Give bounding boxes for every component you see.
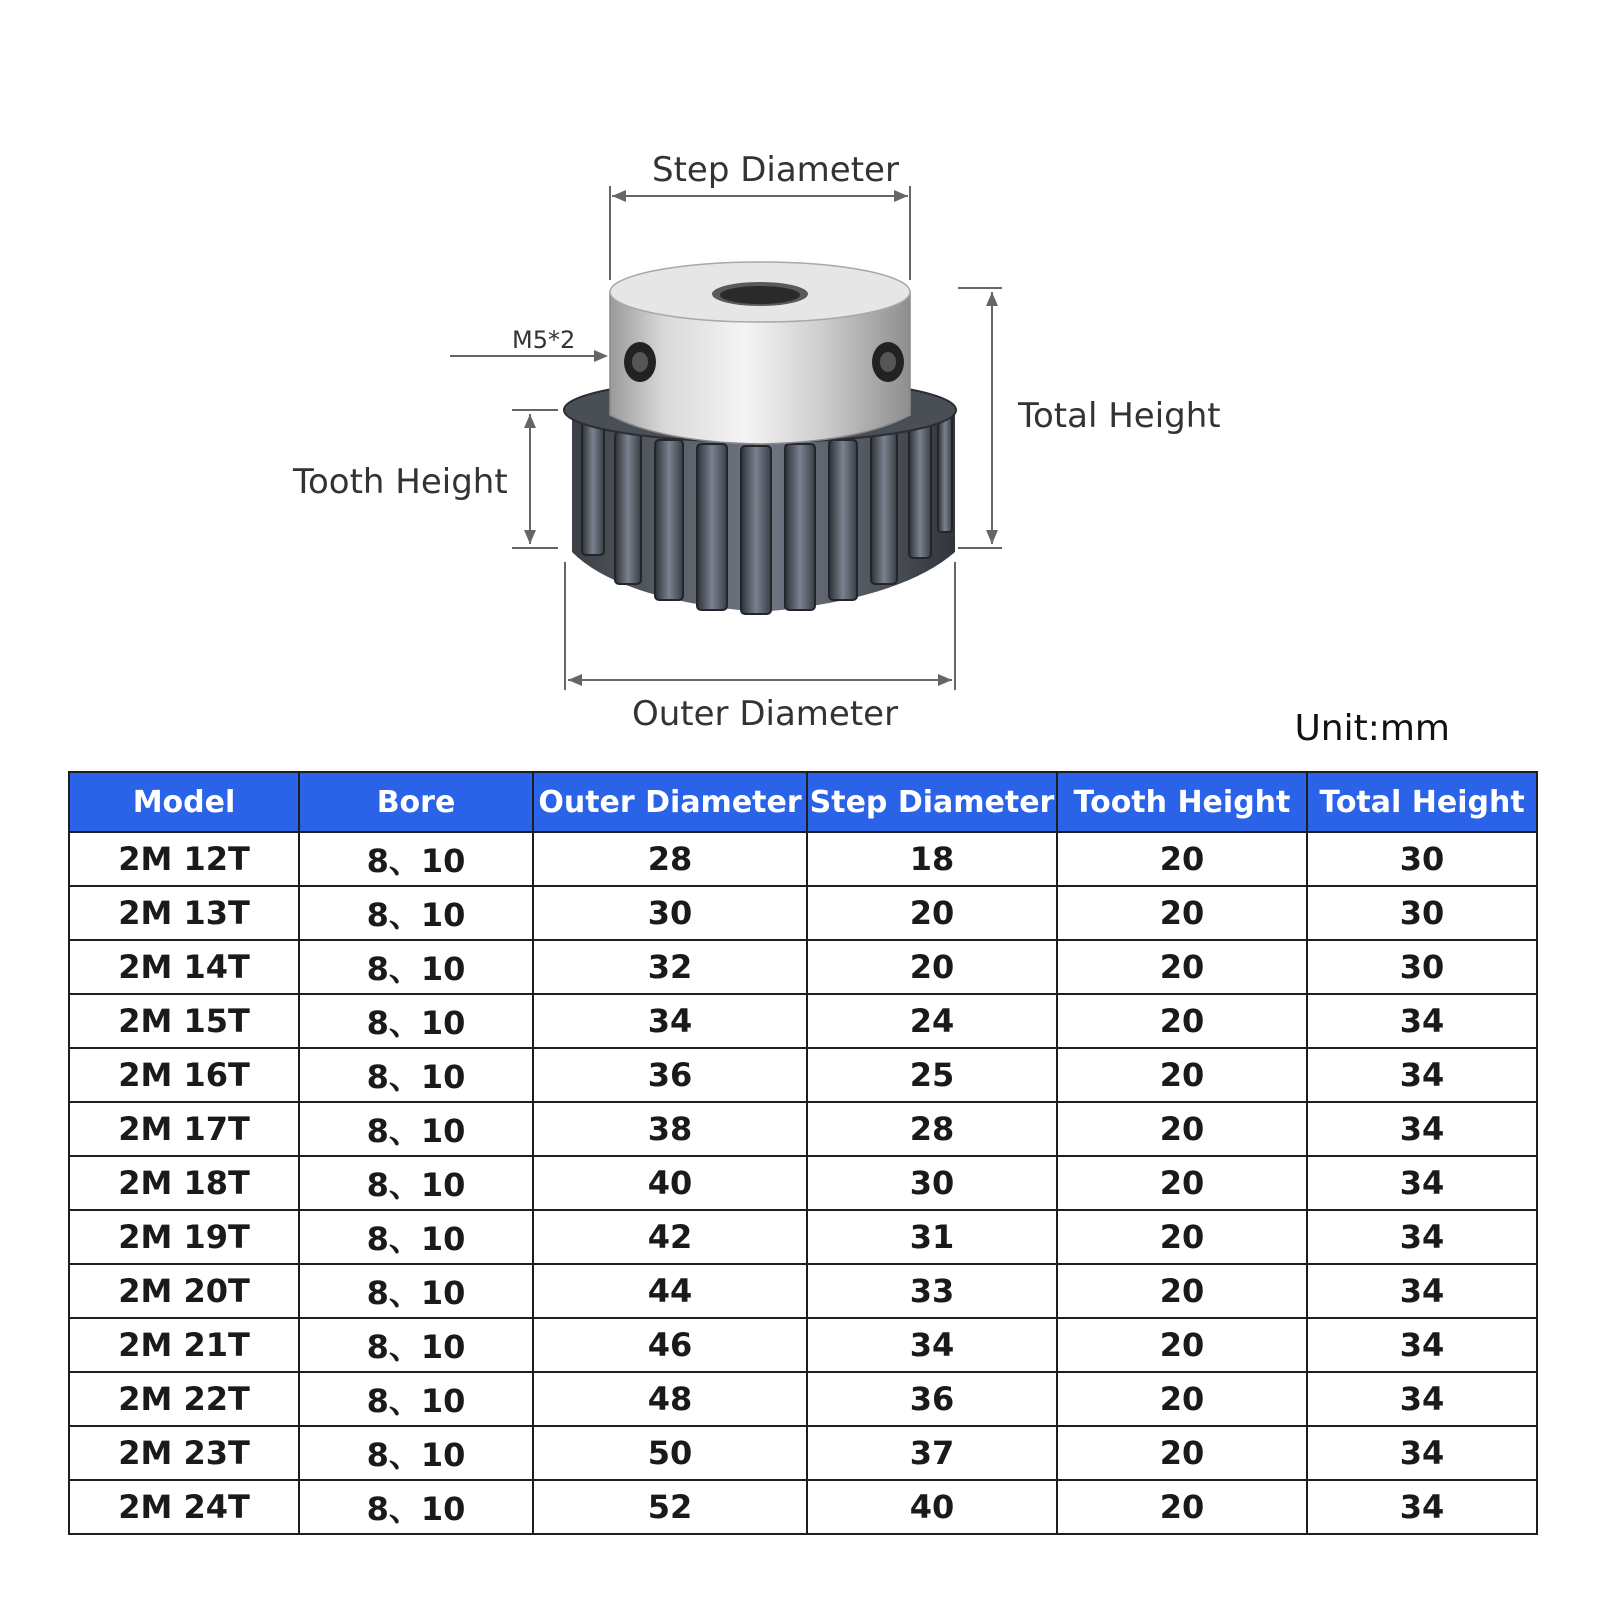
bore-cell: 8、10 xyxy=(299,1480,533,1534)
bore-cell: 8、10 xyxy=(299,1048,533,1102)
table-body xyxy=(69,832,1537,1534)
outer-diameter-cell: 40 xyxy=(533,1156,807,1210)
tooth-height-cell: 20 xyxy=(1057,832,1307,886)
outer-diameter-cell: 30 xyxy=(533,886,807,940)
bore-cell: 8、10 xyxy=(299,1426,533,1480)
table-row xyxy=(69,940,1537,994)
table-row xyxy=(69,1480,1537,1534)
total-height-cell: 30 xyxy=(1307,886,1537,940)
total-height-cell: 34 xyxy=(1307,1210,1537,1264)
step-diameter-cell: 28 xyxy=(807,1102,1057,1156)
bore-cell: 8、10 xyxy=(299,832,533,886)
gear-illustration xyxy=(0,0,1600,760)
total-height-cell: 30 xyxy=(1307,832,1537,886)
step-diameter-cell: 40 xyxy=(807,1480,1057,1534)
tooth-height-cell: 20 xyxy=(1057,1318,1307,1372)
model-cell: 2M 20T xyxy=(69,1264,299,1318)
model-cell: 2M 12T xyxy=(69,832,299,886)
model-cell: 2M 13T xyxy=(69,886,299,940)
step-diameter-cell: 20 xyxy=(807,886,1057,940)
model-cell: 2M 15T xyxy=(69,994,299,1048)
bore-cell: 8、10 xyxy=(299,994,533,1048)
total-height-cell: 34 xyxy=(1307,1318,1537,1372)
model-cell: 2M 17T xyxy=(69,1102,299,1156)
outer-diameter-cell: 32 xyxy=(533,940,807,994)
bore-cell: 8、10 xyxy=(299,1318,533,1372)
table-row xyxy=(69,886,1537,940)
model-cell: 2M 18T xyxy=(69,1156,299,1210)
tooth-height-label: Tooth Height xyxy=(293,462,508,502)
step-diameter-cell: 24 xyxy=(807,994,1057,1048)
spec-table xyxy=(68,771,1538,1535)
table-row xyxy=(69,1102,1537,1156)
tooth-height-cell: 20 xyxy=(1057,1372,1307,1426)
step-diameter-cell: 18 xyxy=(807,832,1057,886)
model-cell: 2M 21T xyxy=(69,1318,299,1372)
tooth-height-cell: 20 xyxy=(1057,1102,1307,1156)
model-cell: 2M 16T xyxy=(69,1048,299,1102)
step-diameter-cell: 33 xyxy=(807,1264,1057,1318)
tooth-height-cell: 20 xyxy=(1057,886,1307,940)
outer-diameter-cell: 52 xyxy=(533,1480,807,1534)
table-row xyxy=(69,1372,1537,1426)
tooth-height-cell: 20 xyxy=(1057,1426,1307,1480)
step-diameter-cell: 36 xyxy=(807,1372,1057,1426)
header-tooth-height: Tooth Height xyxy=(1057,772,1307,832)
header-total-height: Total Height xyxy=(1307,772,1537,832)
step-diameter-cell: 37 xyxy=(807,1426,1057,1480)
step-diameter-cell: 30 xyxy=(807,1156,1057,1210)
bore-cell: 8、10 xyxy=(299,1102,533,1156)
outer-diameter-cell: 42 xyxy=(533,1210,807,1264)
step-diameter-cell: 34 xyxy=(807,1318,1057,1372)
tooth-height-cell: 20 xyxy=(1057,1048,1307,1102)
unit-label: Unit:mm xyxy=(1294,708,1450,749)
table-row xyxy=(69,832,1537,886)
total-height-cell: 30 xyxy=(1307,940,1537,994)
bore-cell: 8、10 xyxy=(299,886,533,940)
step-diameter-cell: 25 xyxy=(807,1048,1057,1102)
total-height-cell: 34 xyxy=(1307,1372,1537,1426)
bore-cell: 8、10 xyxy=(299,1372,533,1426)
outer-diameter-cell: 36 xyxy=(533,1048,807,1102)
bore-cell: 8、10 xyxy=(299,940,533,994)
outer-diameter-cell: 34 xyxy=(533,994,807,1048)
set-screw-label: M5*2 xyxy=(512,326,576,354)
total-height-cell: 34 xyxy=(1307,1102,1537,1156)
total-height-cell: 34 xyxy=(1307,1156,1537,1210)
tooth-height-cell: 20 xyxy=(1057,1156,1307,1210)
outer-diameter-cell: 28 xyxy=(533,832,807,886)
gear-diagram xyxy=(0,0,1600,760)
header-bore: Bore xyxy=(299,772,533,832)
bore-cell: 8、10 xyxy=(299,1156,533,1210)
model-cell: 2M 23T xyxy=(69,1426,299,1480)
model-cell: 2M 24T xyxy=(69,1480,299,1534)
bore-cell: 8、10 xyxy=(299,1264,533,1318)
total-height-cell: 34 xyxy=(1307,1426,1537,1480)
total-height-cell: 34 xyxy=(1307,1264,1537,1318)
table-header-row xyxy=(69,772,1537,832)
header-model: Model xyxy=(69,772,299,832)
gear-hub xyxy=(610,262,910,444)
table-row xyxy=(69,1156,1537,1210)
tooth-height-cell: 20 xyxy=(1057,1480,1307,1534)
bore-cell: 8、10 xyxy=(299,1210,533,1264)
step-diameter-cell: 31 xyxy=(807,1210,1057,1264)
header-outer-diameter: Outer Diameter xyxy=(533,772,807,832)
model-cell: 2M 22T xyxy=(69,1372,299,1426)
model-cell: 2M 19T xyxy=(69,1210,299,1264)
total-height-label: Total Height xyxy=(1018,396,1221,436)
model-cell: 2M 14T xyxy=(69,940,299,994)
tooth-height-cell: 20 xyxy=(1057,1210,1307,1264)
outer-diameter-label: Outer Diameter xyxy=(632,694,899,734)
tooth-height-cell: 20 xyxy=(1057,994,1307,1048)
header-step-diameter: Step Diameter xyxy=(807,772,1057,832)
step-diameter-cell: 20 xyxy=(807,940,1057,994)
table-row xyxy=(69,1318,1537,1372)
outer-diameter-cell: 38 xyxy=(533,1102,807,1156)
tooth-height-cell: 20 xyxy=(1057,940,1307,994)
tooth-height-cell: 20 xyxy=(1057,1264,1307,1318)
table-row xyxy=(69,1264,1537,1318)
table-row xyxy=(69,1048,1537,1102)
total-height-cell: 34 xyxy=(1307,994,1537,1048)
total-height-cell: 34 xyxy=(1307,1048,1537,1102)
outer-diameter-cell: 48 xyxy=(533,1372,807,1426)
total-height-cell: 34 xyxy=(1307,1480,1537,1534)
table-row xyxy=(69,1426,1537,1480)
table-row xyxy=(69,1210,1537,1264)
outer-diameter-cell: 46 xyxy=(533,1318,807,1372)
table-row xyxy=(69,994,1537,1048)
step-diameter-label: Step Diameter xyxy=(652,150,899,190)
outer-diameter-cell: 44 xyxy=(533,1264,807,1318)
outer-diameter-cell: 50 xyxy=(533,1426,807,1480)
